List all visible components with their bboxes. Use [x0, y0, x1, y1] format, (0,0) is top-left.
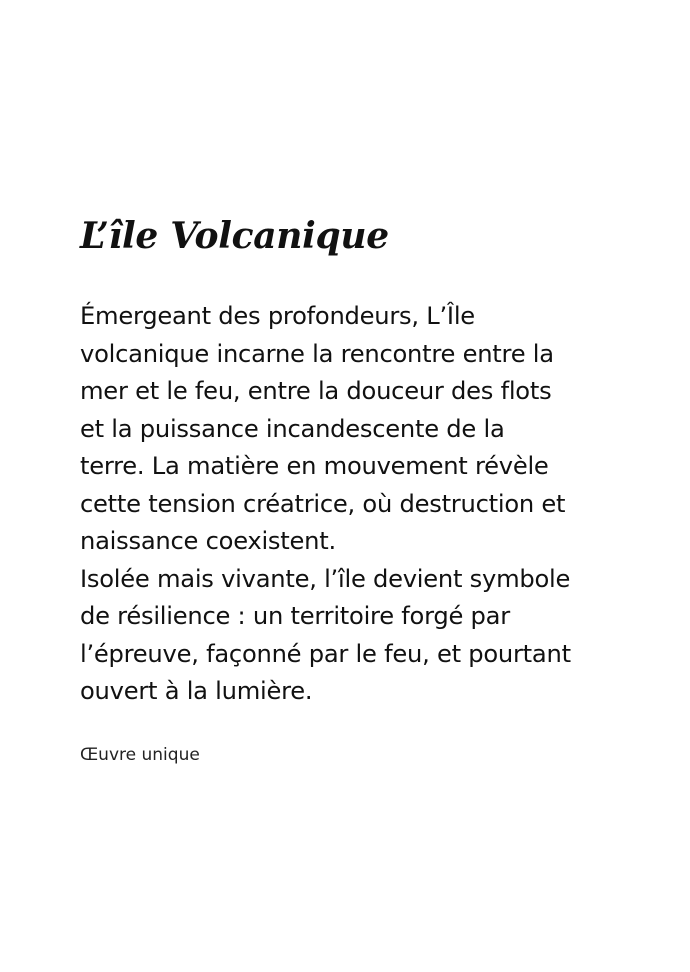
description-line: Isolée mais vivante, l’île devient symbole — [80, 564, 571, 593]
description-line: ouvert à la lumière. — [80, 677, 313, 705]
description-line: terre. La matière en mouvement révèle — [80, 452, 549, 480]
description-line: et la puissance incandescente de la — [80, 414, 505, 443]
artwork-description — [80, 298, 640, 711]
description-line: naissance coexistent. — [80, 527, 336, 555]
description-line: l’épreuve, façonné par le feu, et pourtant — [80, 639, 571, 668]
artwork-description-card — [80, 212, 640, 767]
description-line: Émergeant des profondeurs, L’Île — [80, 302, 475, 330]
description-line: volcanique incarne la rencontre entre la — [80, 339, 554, 368]
artwork-title: L’île Volcanique — [80, 215, 389, 257]
description-line: mer et le feu, entre la douceur des flots — [80, 377, 552, 405]
description-line: cette tension créatrice, où destruction et — [80, 489, 566, 518]
description-line: de résilience : un territoire forgé par — [80, 602, 510, 630]
artwork-footer-note: Œuvre unique — [80, 744, 200, 765]
